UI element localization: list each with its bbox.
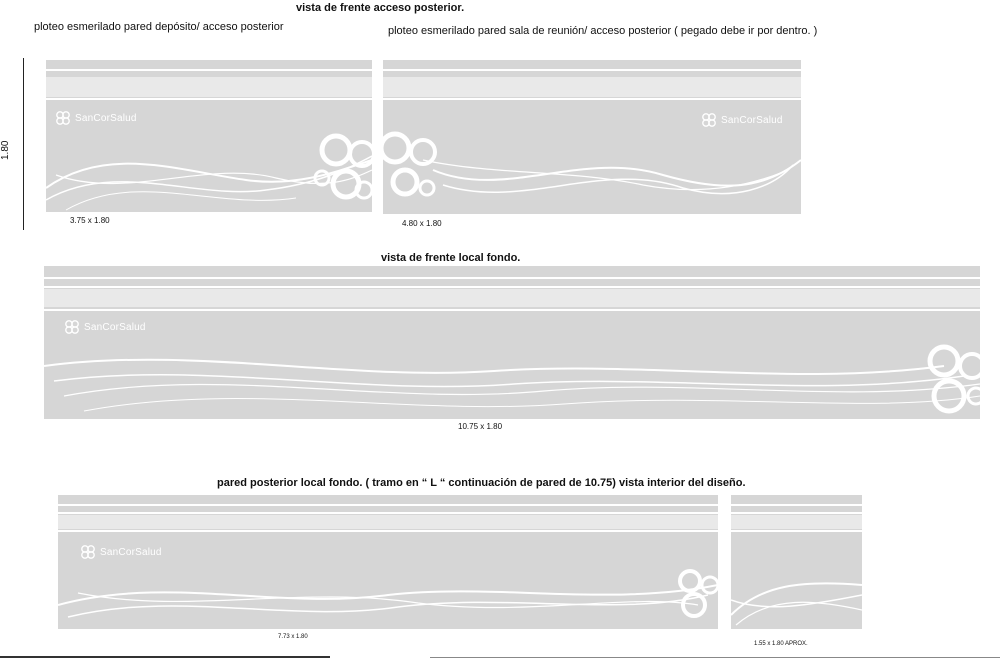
bottom-border-line (430, 657, 1000, 658)
wave-decoration (383, 60, 801, 214)
wave-decoration (731, 495, 862, 629)
height-dimension-label: 1.80 (0, 140, 11, 160)
circles-decoration (58, 495, 718, 629)
brand-logo-text: SanCorSalud (75, 112, 137, 124)
section3-title: pared posterior local fondo. ( tramo en “ L “ continuación de pared de 10.75) vista interior del diseño. (217, 477, 746, 489)
panel-tramo-l (731, 495, 862, 629)
brand-logo-text: SanCorSalud (721, 114, 783, 126)
brand-logo-text: SanCorSalud (84, 321, 146, 333)
section1-left-dimension: 3.75 x 1.80 (70, 216, 110, 225)
circles-decoration (46, 60, 372, 212)
section1-title: vista de frente acceso posterior. (296, 2, 465, 14)
brand-logo-text: SanCorSalud (100, 546, 162, 558)
section1-right-dimension: 4.80 x 1.80 (402, 219, 442, 228)
panel-pared-posterior (58, 495, 718, 629)
panel-local-fondo (44, 266, 980, 419)
panel-deposito (46, 60, 372, 212)
panel-sala-reunion (383, 60, 801, 214)
section2-title: vista de frente local fondo. (381, 252, 521, 264)
section2-dimension: 10.75 x 1.80 (458, 422, 503, 431)
section1-right-label: ploteo esmerilado pared sala de reunión/ acceso posterior ( pegado debe ir por dentro. ) (388, 25, 818, 37)
section3-left-dimension: 7.73 x 1.80 (278, 634, 308, 640)
height-dimension-line (23, 58, 24, 230)
section1-left-label: ploteo esmerilado pared depósito/ acceso posterior (34, 21, 284, 33)
circles-decoration (44, 266, 980, 419)
section3-right-dimension: 1.55 x 1.80 APROX. (754, 641, 808, 647)
bottom-border-line (0, 656, 330, 658)
